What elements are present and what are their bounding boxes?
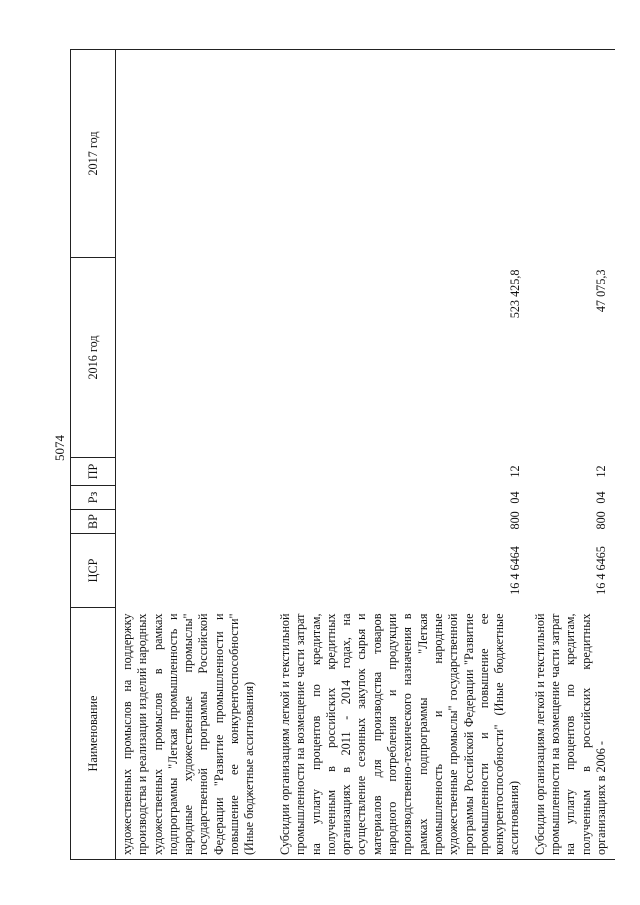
row-csr [116,534,275,608]
row-2017 [116,50,275,258]
budget-table [70,49,615,860]
row-2016: 523 425,8 [507,269,522,319]
header-vr: ВР [71,510,116,534]
row-pr: 12 [594,465,609,478]
table-header-row [71,50,116,860]
page-number: 5074 [52,435,67,461]
row-vr [116,510,275,534]
header-2017: 2017 год [71,50,116,258]
row-pr: 12 [507,465,522,478]
row-2017 [274,50,529,258]
row-rz: 04 [594,491,609,504]
table-row [116,50,275,860]
row-csr: 16 4 6464 [507,546,522,595]
table-row [529,50,615,860]
row-csr: 16 4 6465 [594,546,609,595]
rotated-page-content [70,50,609,860]
row-vr: 800 [594,511,609,530]
row-name: художественных промыслов на поддержку производства и реализации изделий народных художественных промыслов в рамках подпрограммы "Легкая промышленность и народные художественные промыслы" государственной программы Российской Федерации "Развитие промышленности и повышение ее конкурентоспособности" (Иные бюджетные ассигнования) [116,608,275,860]
row-name: Субсидии организациям легкой и текстильной промышленности на возмещение части затрат на уплату процентов по кредитам, полученным в российских кредитных организациях в 2011 - 2014 годах, на осуществление сезонных закупок сырья и материалов для производства товаров народного потребления и продукции производственно-технического назначения в рамках подпрограммы "Легкая промышленность и народные художественные промыслы" государственной программы Российской Федерации "Развитие промышленности и повышение ее конкурентоспособности" (Иные бюджетные ассигнования) [274,608,529,860]
header-name: Наименование [71,608,116,860]
header-rz: Рз [71,486,116,510]
row-name: Субсидии организациям легкой и текстильной промышленности на возмещение части затрат на уплату процентов по кредитам, полученным в российских кредитных организациях в 2006 - [529,608,615,860]
row-2016: 47 075,3 [594,269,609,313]
row-rz [116,486,275,510]
header-csr: ЦСР [71,534,116,608]
table-row [274,50,529,860]
row-2016 [116,258,275,458]
row-pr [116,458,275,486]
header-2016: 2016 год [71,258,116,458]
row-2017 [529,50,615,258]
row-vr: 800 [507,511,522,530]
row-rz: 04 [507,491,522,504]
header-pr: ПР [71,458,116,486]
